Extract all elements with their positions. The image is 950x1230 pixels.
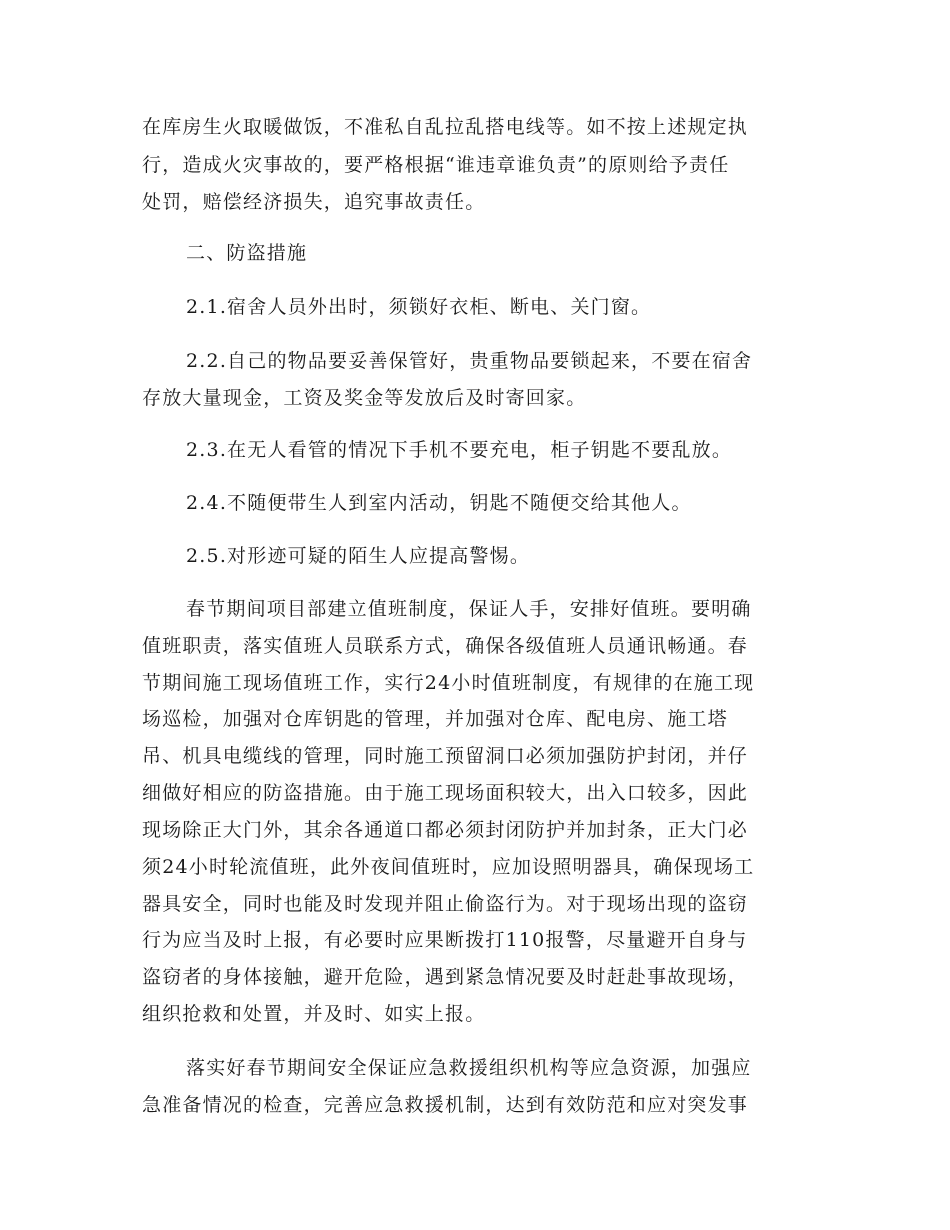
list-item: 2.4.不随便带生人到室内活动，钥匙不随便交给其他人。 bbox=[186, 492, 692, 514]
paragraph-line: 细做好相应的防盗措施。由于施工现场面积较大，出入口较多，因此 bbox=[142, 782, 749, 804]
paragraph-line: 吊、机具电缆线的管理，同时施工预留洞口必须加强防护封闭，并仔 bbox=[142, 745, 749, 767]
paragraph-line: 急准备情况的检查，完善应急救援机制，达到有效防范和应对突发事 bbox=[142, 1094, 749, 1116]
list-item: 2.1.宿舍人员外出时，须锁好衣柜、断电、关门窗。 bbox=[186, 296, 652, 318]
paragraph-line: 现场除正大门外，其余各通道口都必须封闭防护并加封条，正大门必 bbox=[142, 819, 749, 841]
section-heading: 二、防盗措施 bbox=[186, 242, 308, 264]
list-item: 2.3.在无人看管的情况下手机不要充电，柜子钥匙不要乱放。 bbox=[186, 439, 733, 461]
paragraph-line: 须24小时轮流值班，此外夜间值班时，应加设照明器具，确保现场工 bbox=[142, 856, 755, 878]
list-item: 2.2.自己的物品要妥善保管好，贵重物品要锁起来，不要在宿舍 bbox=[186, 350, 753, 372]
paragraph-line: 盗窃者的身体接触，避开危险，遇到紧急情况要及时赶赴事故现场， bbox=[142, 966, 749, 988]
text-line: 在库房生火取暖做饭，不准私自乱拉乱搭电线等。如不按上述规定执 bbox=[142, 116, 749, 138]
paragraph-line: 落实好春节期间安全保证应急救援组织机构等应急资源，加强应 bbox=[186, 1057, 752, 1079]
paragraph-line: 节期间施工现场值班工作，实行24小时值班制度，有规律的在施工现 bbox=[142, 672, 755, 694]
list-item: 2.5.对形迹可疑的陌生人应提高警惕。 bbox=[186, 545, 531, 567]
text-line: 处罚，赔偿经济损失，追究事故责任。 bbox=[142, 191, 486, 213]
paragraph-line: 春节期间项目部建立值班制度，保证人手，安排好值班。要明确 bbox=[186, 598, 752, 620]
paragraph-line: 值班职责，落实值班人员联系方式，确保各级值班人员通讯畅通。春 bbox=[142, 635, 749, 657]
paragraph-line: 场巡检，加强对仓库钥匙的管理，并加强对仓库、配电房、施工塔 bbox=[142, 708, 728, 730]
text-line: 行，造成火灾事故的，要严格根据“谁违章谁负责”的原则给予责任 bbox=[142, 154, 730, 176]
paragraph-line: 行为应当及时上报，有必要时应果断拨打110报警，尽量避开自身与 bbox=[142, 929, 748, 951]
text-line: 存放大量现金，工资及奖金等发放后及时寄回家。 bbox=[142, 387, 587, 409]
paragraph-line: 组织抢救和处置，并及时、如实上报。 bbox=[142, 1003, 486, 1025]
paragraph-line: 器具安全，同时也能及时发现并阻止偷盗行为。对于现场出现的盗窃 bbox=[142, 893, 749, 915]
